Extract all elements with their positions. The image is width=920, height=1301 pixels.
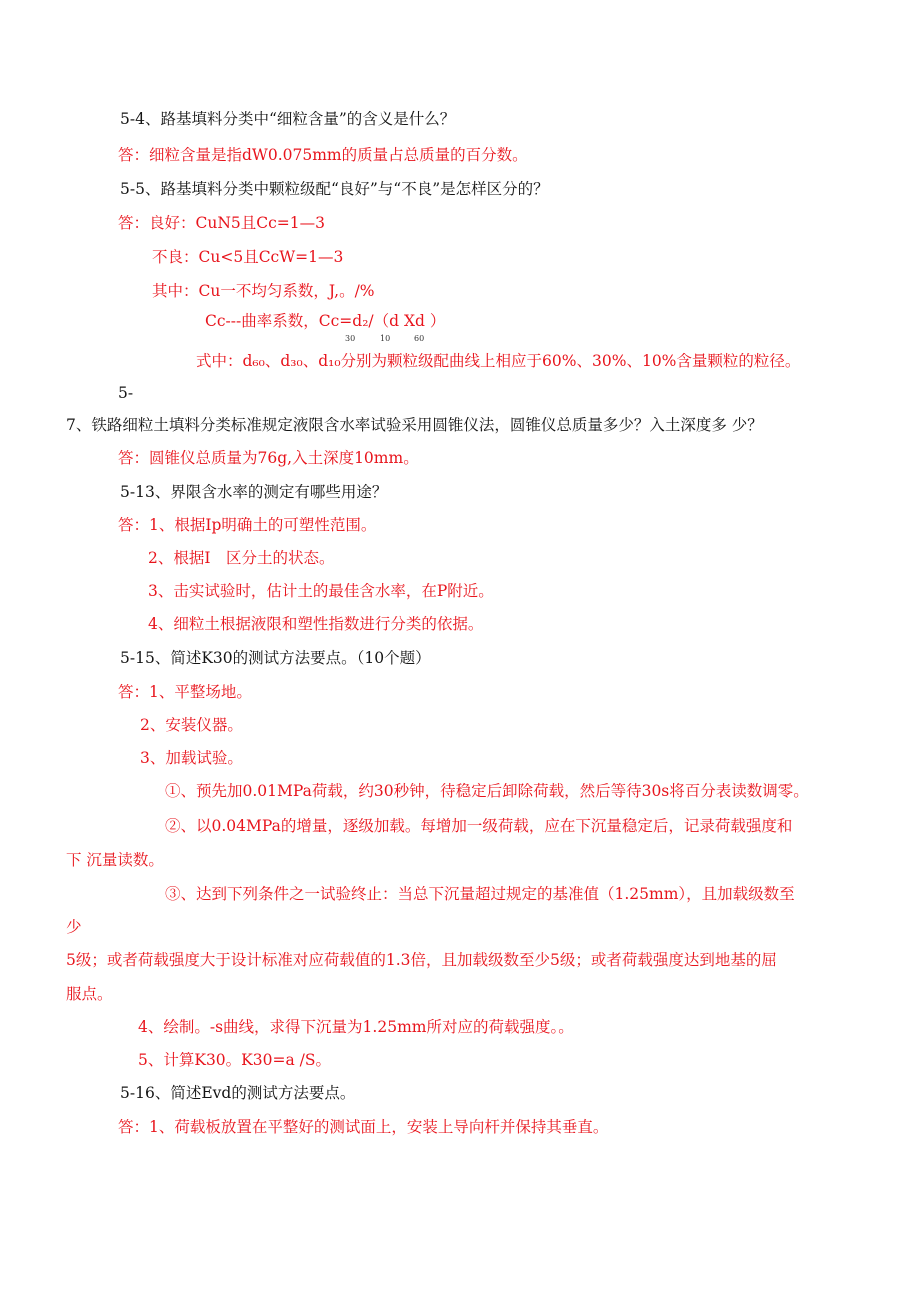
answer-5-13-2: 2、根据I 区分土的状态。 — [148, 549, 335, 567]
answer-5-13-1: 答：1、根据Ip明确土的可塑性范围。 — [118, 516, 377, 534]
subscript-10: 10 — [380, 334, 391, 343]
answer-5-15-step-2-cont: 下 沉量读数。 — [66, 851, 164, 869]
answer-5-15-4: 4、绘制。-s曲线，求得下沉量为1.25mm所对应的荷载强度。。 — [138, 1018, 574, 1036]
question-5-5: 5-5、路基填料分类中颗粒级配“良好”与“不良”是怎样区分的？ — [120, 180, 549, 198]
question-5-13: 5-13、界限含水率的测定有哪些用途？ — [120, 483, 388, 501]
answer-5-15-step-2: ②、以0.04MPa的增量，逐级加载。每增加一级荷载，应在下沉量稳定后，记录荷载强度和 — [165, 817, 793, 835]
question-5-15: 5-15、简述K30的测试方法要点。（10个题） — [120, 649, 431, 667]
answer-5-5-good: 答：良好：CuN5且Cc=1—3 — [118, 214, 326, 232]
answer-5-4: 答：细粒含量是指dW0.075mm的质量占总质量的百分数。 — [118, 146, 528, 164]
answer-5-5-cc-def: Cc---曲率系数，Cc=d₂/（d Xd ） — [205, 312, 446, 330]
answer-5-13-3: 3、击实试验时，估计土的最佳含水率，在P附近。 — [148, 582, 494, 600]
answer-5-5-cu-def: 其中：Cu一不均匀系数，J,。/% — [152, 282, 375, 300]
answer-5-7: 答：圆锥仪总质量为76g,入土深度10mm。 — [118, 449, 419, 467]
answer-5-5-poor: 不良：Cu<5且CcW=1—3 — [152, 248, 344, 266]
question-5-16: 5-16、简述Evd的测试方法要点。 — [120, 1084, 356, 1102]
question-5-7-prefix: 5- — [118, 384, 134, 402]
answer-5-15-step-3-cont1: 少 — [66, 918, 82, 936]
answer-5-5-formula-note: 式中：d₆₀、d₃₀、d₁₀分别为颗粒级配曲线上相应于60%、30%、10%含量颗粒的粒径。 — [196, 352, 801, 370]
answer-5-13-4: 4、细粒土根据液限和塑性指数进行分类的依据。 — [148, 615, 484, 633]
answer-5-15-2: 2、安装仪器。 — [140, 716, 243, 734]
question-5-4: 5-4、路基填料分类中“细粒含量”的含义是什么？ — [120, 110, 456, 128]
question-5-7: 7、铁路细粒土填料分类标准规定液限含水率试验采用圆锥仪法，圆锥仪总质量多少？入土深度多 少？ — [66, 416, 763, 434]
answer-5-15-5: 5、计算K30。K30=a /S。 — [138, 1051, 331, 1069]
answer-5-15-3: 3、加载试验。 — [140, 749, 243, 767]
answer-5-15-step-3: ③、达到下列条件之一试验终止：当总下沉量超过规定的基准值（1.25mm），且加载级数至 — [165, 885, 795, 903]
answer-5-15-1: 答：1、平整场地。 — [118, 683, 252, 701]
subscript-30: 30 — [345, 334, 356, 343]
answer-5-15-step-1: ①、预先加0.01MPa荷载，约30秒钟，待稳定后卸除荷载，然后等待30s将百分表读数调零。 — [165, 782, 809, 800]
subscript-60: 60 — [414, 334, 425, 343]
answer-5-15-step-3-cont3: 服点。 — [66, 985, 113, 1003]
answer-5-16-1: 答：1、荷载板放置在平整好的测试面上，安装上导向杆并保持其垂直。 — [118, 1118, 609, 1136]
answer-5-15-step-3-cont2: 5级；或者荷载强度大于设计标准对应荷载值的1.3倍，且加载级数至少5级；或者荷载强度达到地基的屈 — [66, 951, 777, 969]
